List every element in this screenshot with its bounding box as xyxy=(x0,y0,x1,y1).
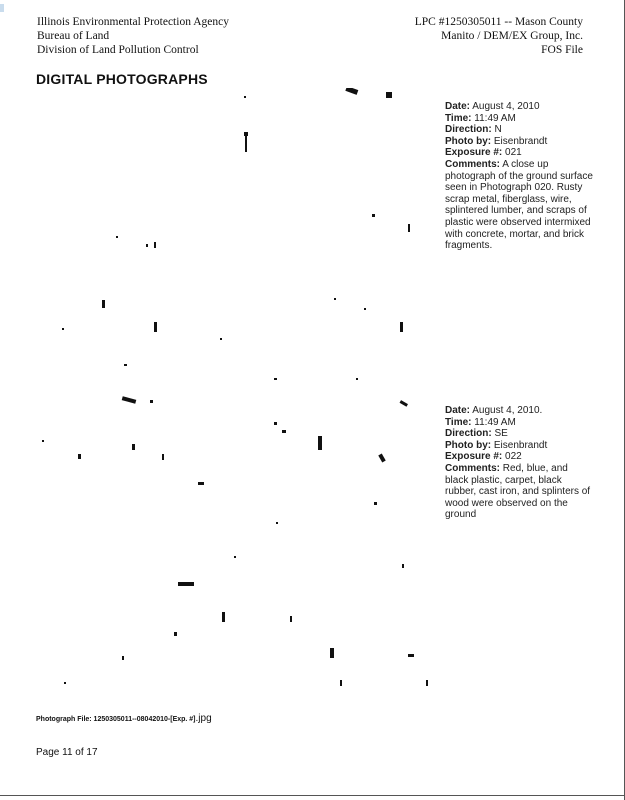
caption-exposure: 022 xyxy=(505,451,522,463)
caption-date: August 4, 2010. xyxy=(472,405,543,416)
photo-caption-022 xyxy=(445,405,593,521)
caption-time: 11:49 AM xyxy=(474,416,516,428)
header-file-type: FOS File xyxy=(541,44,583,56)
caption-date-row: Date: August 4, 2010 xyxy=(445,101,540,112)
caption-photographer: Eisenbrandt xyxy=(493,135,548,147)
footer-page-number: Page 11 of 17 xyxy=(36,747,98,758)
header-bureau: Bureau of Land xyxy=(37,30,110,42)
caption-time-row: Time: 11:49 AM xyxy=(445,112,516,124)
header-agency-block xyxy=(37,15,229,57)
caption-comments: Comments: Red, blue, and black plastic, carpet, black rubber, cast iron, and splinters of wood were observed on the ground xyxy=(445,462,591,521)
photograph-021-speckle xyxy=(34,88,439,388)
caption-time: 11:49 AM xyxy=(474,112,516,124)
scan-corner-mark xyxy=(0,4,4,12)
caption-date-row: Date: August 4, 2010. xyxy=(445,405,543,416)
header-site-block xyxy=(415,15,583,57)
caption-comments-text: A close up photograph of the ground surface seen in Photograph 020. Rusty scrap metal, fiberglass, wire, splintered lumber, and scraps of plastic were observed intermixed with concrete, mortar, and brick fragments. xyxy=(445,158,593,252)
header-agency: Illinois Environmental Protection Agency xyxy=(37,16,229,28)
caption-photographer-row: Photo by: Eisenbrandt xyxy=(445,439,548,451)
caption-exposure-row: Exposure #: 022 xyxy=(445,451,522,463)
footer-photo-file-name: Photograph File: 1250305011--08042010-[Exp. #] xyxy=(36,716,196,723)
footer-photo-file xyxy=(36,713,212,724)
section-title: DIGITAL PHOTOGRAPHS xyxy=(36,71,208,87)
caption-photographer-row: Photo by: Eisenbrandt xyxy=(445,135,548,147)
photograph-022-speckle xyxy=(34,392,439,692)
header-lpc-number: LPC #1250305011 -- Mason County xyxy=(414,16,583,28)
header-site-owner: Manito / DEM/EX Group, Inc. xyxy=(441,30,583,42)
caption-direction-row: Direction: SE xyxy=(445,428,508,440)
photograph-022 xyxy=(34,392,439,692)
scan-edge-bottom xyxy=(0,795,625,796)
caption-direction-row: Direction: N xyxy=(445,124,502,136)
caption-comments-text: Red, blue, and black plastic, carpet, black rubber, cast iron, and splinters of wood were observed on the ground xyxy=(445,462,591,521)
photograph-021 xyxy=(34,88,439,388)
caption-exposure: 021 xyxy=(505,147,522,159)
caption-exposure-row: Exposure #: 021 xyxy=(445,147,522,159)
photo-caption-021 xyxy=(445,101,593,252)
footer-photo-file-ext: .jpg xyxy=(195,713,212,724)
header-division: Division of Land Pollution Control xyxy=(37,44,199,56)
caption-date: August 4, 2010 xyxy=(472,101,540,112)
caption-direction: SE xyxy=(494,428,508,440)
caption-time-row: Time: 11:49 AM xyxy=(445,416,516,428)
caption-comments: Comments: A close up photograph of the ground surface seen in Photograph 020. Rusty scrap metal, fiberglass, wire, splintered lumber, and scraps of plastic were observed intermixed with concrete, mortar, and brick fragments. xyxy=(445,158,593,252)
caption-direction: N xyxy=(494,124,502,136)
caption-photographer: Eisenbrandt xyxy=(493,439,548,451)
